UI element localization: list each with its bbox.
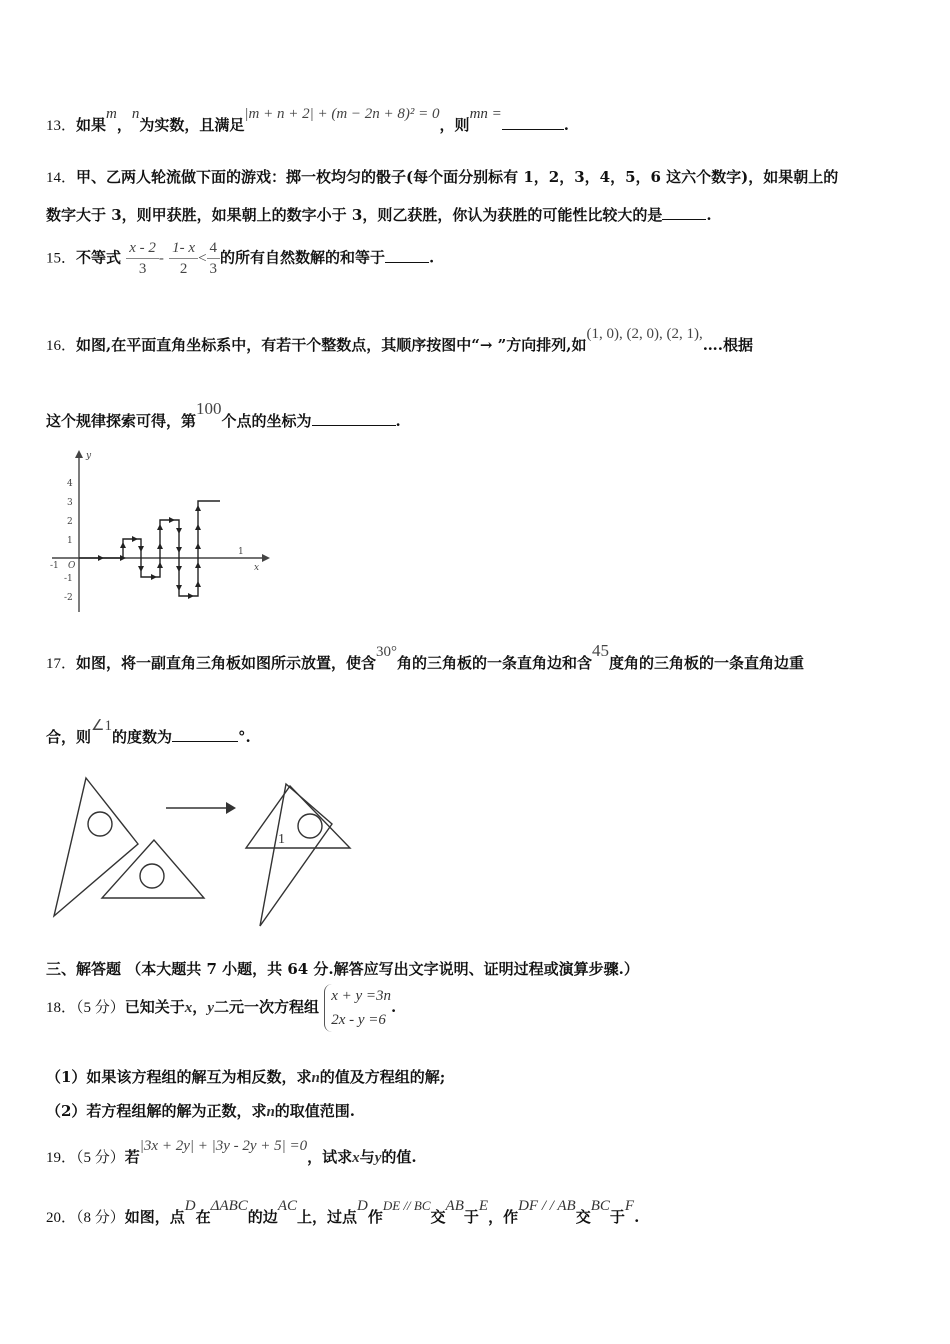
answer-blank[interactable]	[312, 411, 396, 426]
arrow-head	[226, 802, 236, 814]
y-tick: 3	[67, 498, 73, 508]
parallel-DF-AB: DF / / AB	[518, 1198, 576, 1214]
question-18	[46, 984, 396, 1032]
var-x: x	[352, 1150, 360, 1166]
angle-45: 45	[592, 641, 610, 660]
q14-text: 甲、乙两人轮流做下面的游戏：掷一枚均匀的骰子(每个面分别标有 1，2，3，4，5，6 这六个数字)，如果朝上的	[76, 168, 839, 186]
q13-sep: ，	[116, 116, 132, 134]
q13-end: .	[563, 116, 570, 134]
question-14-line2	[46, 204, 712, 225]
q18-sub2b: 的取值范围.	[274, 1102, 356, 1120]
q13-text2: 为实数，且满足	[139, 116, 245, 134]
q18-comma: ，	[192, 998, 208, 1016]
q20-text10: 于	[609, 1208, 625, 1226]
q18-text: 已知关于	[124, 998, 185, 1016]
angle-1-label: 1	[278, 832, 285, 847]
q19-text3: 与	[359, 1148, 375, 1166]
q20-text: 如图，点	[124, 1208, 185, 1226]
question-number: 13．	[46, 118, 77, 134]
q18-text2: 二元一次方程组	[213, 998, 319, 1016]
question-18-part1	[46, 1066, 445, 1087]
fraction-denominator: 3	[138, 261, 147, 277]
equation-1: x + y =3n	[331, 988, 392, 1004]
q16-text: 如图,在平面直角坐标系中，有若干个整数点，其顺序按图中“→ ”方向排列,如	[76, 336, 587, 354]
question-number: 20．	[46, 1210, 77, 1226]
q20-end: .	[634, 1208, 640, 1226]
number-100: 100	[196, 399, 222, 418]
triangle-45	[102, 840, 204, 898]
point-F: F	[624, 1198, 635, 1214]
triangle-30	[54, 778, 138, 916]
y-tick: 4	[67, 479, 73, 489]
q20-text5: 作	[367, 1208, 383, 1226]
point-list: (1, 0), (2, 0), (2, 1),	[586, 326, 703, 342]
y-tick: -2	[64, 593, 73, 603]
question-15	[46, 238, 434, 279]
var-n: n	[131, 106, 140, 122]
q20-text4: 上，过点	[296, 1208, 357, 1226]
y-tick: 2	[67, 517, 73, 527]
q17-text2: 角的三角板的一条直角边和含	[397, 654, 593, 672]
path-arrows	[98, 505, 201, 599]
equation: |3x + 2y| + |3y - 2y + 5| =0	[139, 1138, 308, 1154]
triangle-figure	[46, 770, 366, 930]
question-19	[46, 1138, 417, 1167]
q17-text4: 合，则	[46, 728, 92, 746]
var-y: y	[207, 1000, 214, 1016]
q20-text7: 于	[463, 1208, 479, 1226]
question-number: 16．	[46, 338, 77, 354]
expr-mn: mn =	[469, 106, 502, 122]
origin-label: O	[68, 561, 76, 571]
q20-text6: 交	[430, 1208, 446, 1226]
triangle-hole	[88, 812, 112, 836]
segment-BC: BC	[590, 1198, 610, 1214]
coordinate-figure	[48, 448, 278, 616]
fraction-denominator: 3	[209, 261, 218, 277]
equation: |m + n + 2| + (m − 2n + 8)² = 0	[244, 106, 440, 122]
equation-system	[324, 984, 391, 1032]
fraction-3	[207, 238, 221, 279]
q17-text5: 的度数为	[111, 728, 172, 746]
var-m: m	[106, 106, 117, 122]
q18-sub2: （2）若方程组解的解为正数，求	[46, 1102, 267, 1120]
q13-text3: ，则	[439, 116, 470, 134]
q16-end: .	[395, 412, 401, 430]
fraction-numerator: 1- x	[169, 238, 198, 259]
point-E: E	[478, 1198, 489, 1214]
q20-text3: 的边	[247, 1208, 278, 1226]
question-18-part2	[46, 1100, 355, 1121]
question-number: 17．	[46, 656, 77, 672]
q18-end: .	[391, 998, 397, 1016]
question-number: 15．	[46, 250, 77, 267]
y-tick: -1	[64, 574, 73, 584]
x-tick-neg1: -1	[50, 561, 59, 571]
question-14-line1	[46, 166, 838, 187]
less-than-sign: <	[198, 250, 207, 267]
var-n: n	[311, 1070, 320, 1086]
combined-triangle-30	[260, 784, 332, 926]
minus-sign: -	[158, 250, 164, 267]
q19-text2: ，试求	[307, 1148, 353, 1166]
var-x: x	[184, 1000, 193, 1016]
x-axis-label: x	[254, 563, 260, 573]
segment-AC: AC	[277, 1198, 297, 1214]
score: （8 分）	[76, 1210, 125, 1226]
answer-blank[interactable]	[502, 115, 564, 130]
q13-text: 如果	[76, 116, 107, 134]
q18-sub1: （1）如果该方程组的解互为相反数，求	[46, 1068, 312, 1086]
point-D: D	[357, 1198, 368, 1214]
q15-end: .	[429, 248, 435, 267]
y-axis-arrow	[75, 450, 83, 458]
fraction-numerator: x - 2	[126, 238, 159, 259]
triangle-hole	[140, 864, 164, 888]
triangle-hole	[298, 814, 322, 838]
segment-AB: AB	[445, 1198, 464, 1214]
q17-text: 如图，将一副直角三角板如图所示放置，使含	[76, 654, 377, 672]
section-3-heading	[46, 958, 639, 979]
question-16-line1	[46, 326, 753, 355]
q20-text9: 交	[575, 1208, 591, 1226]
question-13	[46, 106, 570, 135]
q19-text4: 的值.	[381, 1148, 417, 1166]
fraction-denominator: 2	[179, 261, 188, 277]
fraction-numerator: 4	[207, 238, 221, 259]
q15-text2: 的所有自然数解的和等于	[220, 248, 386, 267]
parallel-DE-BC: DE // BC	[382, 1198, 431, 1213]
q18-sub1b: 的值及方程组的解;	[319, 1068, 446, 1086]
y-tick: 1	[67, 536, 73, 546]
fraction-2	[169, 238, 198, 279]
q15-text: 不等式	[76, 248, 122, 267]
q17-end: °.	[237, 728, 251, 746]
question-16-line2	[46, 399, 401, 431]
y-axis-label: y	[86, 451, 92, 461]
angle-1: ∠1	[91, 718, 112, 734]
question-20	[46, 1198, 640, 1227]
q20-text2: 在	[195, 1208, 211, 1226]
question-17-line1	[46, 641, 805, 673]
x-axis-arrow	[262, 554, 270, 562]
angle-30: 30°	[376, 644, 398, 660]
question-number: 14．	[46, 170, 77, 186]
score: （5 分）	[76, 1000, 125, 1016]
q14-text2: 数字大于 3，则甲获胜，如果朝上的数字小于 3，则乙获胜，你认为获胜的可能性比较大的是	[46, 206, 663, 224]
var-y: y	[374, 1150, 382, 1166]
q19-text: 若	[124, 1148, 140, 1166]
answer-blank[interactable]	[662, 205, 706, 220]
answer-blank[interactable]	[385, 248, 429, 263]
var-n: n	[266, 1104, 275, 1120]
q16-text4: 个点的坐标为	[221, 412, 312, 430]
section-title: 三、解答题 （本大题共 7 小题，共 64 分.解答应写出文字说明、证明过程或演算步骤.）	[46, 960, 639, 978]
fraction-1	[126, 238, 159, 279]
question-number: 18．	[46, 1000, 77, 1016]
x-tick-1: 1	[238, 547, 244, 557]
q20-text8: ，作	[488, 1208, 519, 1226]
equation-2: 2x - y =6	[331, 1012, 386, 1028]
q16-text2: ….根据	[702, 336, 753, 354]
answer-blank[interactable]	[172, 727, 238, 742]
question-number: 19．	[46, 1150, 77, 1166]
question-17-line2	[46, 718, 251, 747]
score: （5 分）	[76, 1150, 125, 1166]
triangle-ABC: ΔABC	[210, 1198, 248, 1214]
point-D: D	[184, 1198, 196, 1214]
q17-text3: 度角的三角板的一条直角边重	[609, 654, 805, 672]
q14-end: .	[706, 206, 712, 224]
q16-text3: 这个规律探索可得，第	[46, 412, 197, 430]
